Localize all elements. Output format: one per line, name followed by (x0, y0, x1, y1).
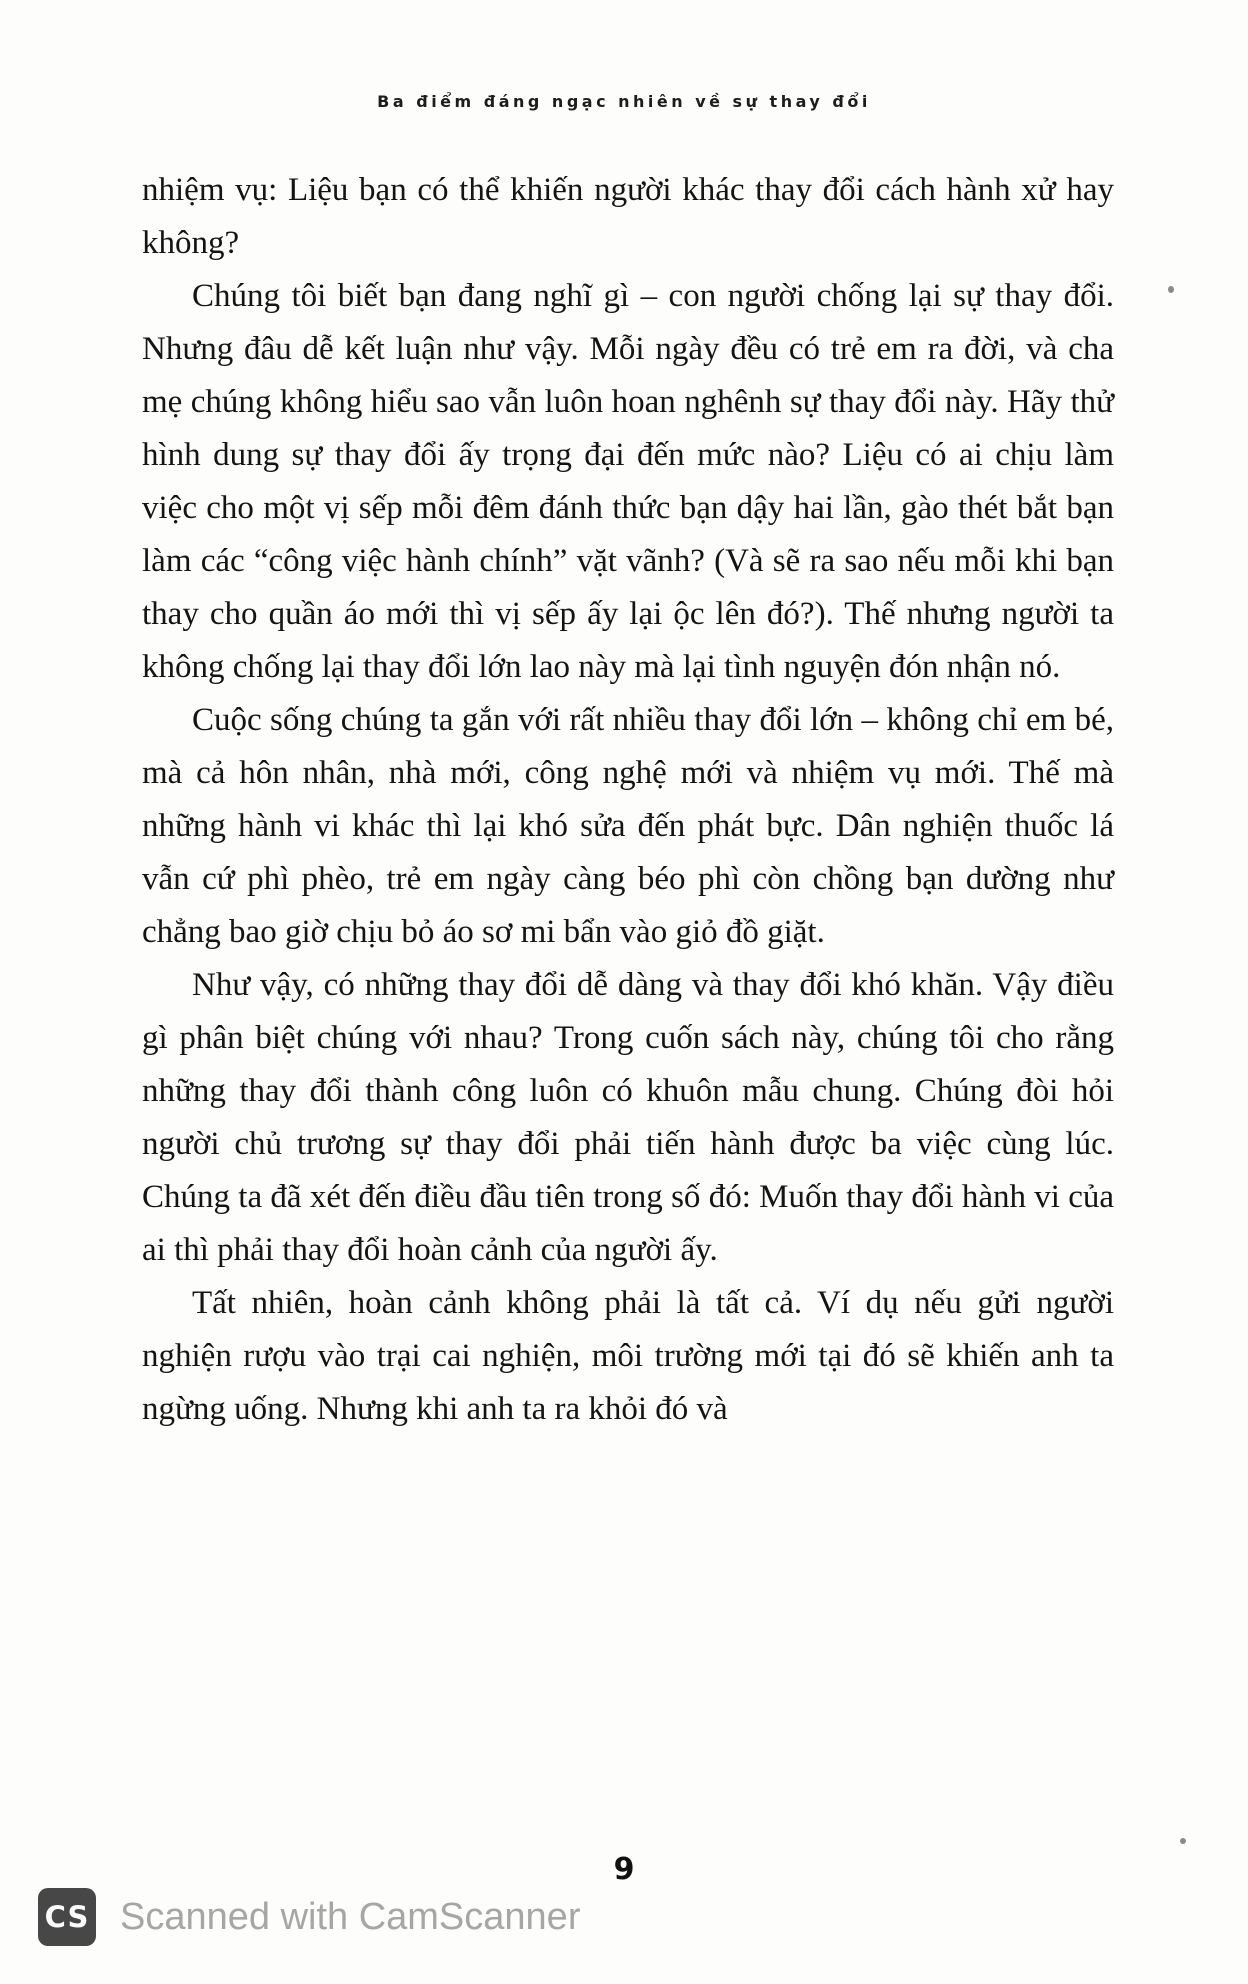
page-number: 9 (613, 1852, 635, 1887)
paragraph: Chúng tôi biết bạn đang nghĩ gì – con người chống lại sự thay đổi. Nhưng đâu dễ kết luận như vậy. Mỗi ngày đều có trẻ em ra đời, và cha mẹ chúng không hiểu sao vẫn luôn hoan nghênh sự thay đổi này. Hãy thử hình dung sự thay đổi ấy trọng đại đến mức nào? Liệu có ai chịu làm việc cho một vị sếp mỗi đêm đánh thức bạn dậy hai lần, gào thét bắt bạn làm các “công việc hành chính” vặt vãnh? (Và sẽ ra sao nếu mỗi khi bạn thay cho quần áo mới thì vị sếp ấy lại ộc lên đó?). Thế nhưng người ta không chống lại thay đổi lớn lao này mà lại tình nguyện đón nhận nó. (142, 278, 1114, 685)
watermark-text: Scanned with CamScanner (120, 1895, 581, 1938)
camscanner-logo-icon: CS (38, 1888, 96, 1946)
paragraph: Như vậy, có những thay đổi dễ dàng và thay đổi khó khăn. Vậy điều gì phân biệt chúng với nhau? Trong cuốn sách này, chúng tôi cho rằng những thay đổi thành công luôn có khuôn mẫu chung. Chúng đòi hỏi người chủ trương sự thay đổi phải tiến hành được ba việc cùng lúc. Chúng ta đã xét đến điều đầu tiên trong số đó: Muốn thay đổi hành vi của ai thì phải thay đổi hoàn cảnh của người ấy. (142, 967, 1114, 1268)
running-header: Ba điểm đáng ngạc nhiên về sự thay đổi (377, 92, 871, 111)
paragraph: Tất nhiên, hoàn cảnh không phải là tất cả. Ví dụ nếu gửi người nghiện rượu vào trại cai nghiện, môi trường mới tại đó sẽ khiến anh ta ngừng uống. Nhưng khi anh ta ra khỏi đó và (142, 1285, 1114, 1427)
scan-artifact (1168, 286, 1174, 293)
paragraph-continuation: nhiệm vụ: Liệu bạn có thể khiến người khác thay đổi cách hành xử hay không? (142, 172, 1114, 261)
paragraph: Cuộc sống chúng ta gắn với rất nhiều thay đổi lớn – không chỉ em bé, mà cả hôn nhân, nhà mới, công nghệ mới và nhiệm vụ mới. Thế mà những hành vi khác thì lại khó sửa đến phát bực. Dân nghiện thuốc lá vẫn cứ phì phèo, trẻ em ngày càng béo phì còn chồng bạn dường như chẳng bao giờ chịu bỏ áo sơ mi bẩn vào giỏ đồ giặt. (142, 702, 1114, 950)
page-body (142, 164, 1114, 1436)
scan-artifact (1180, 1838, 1186, 1844)
camscanner-watermark (38, 1888, 580, 1946)
